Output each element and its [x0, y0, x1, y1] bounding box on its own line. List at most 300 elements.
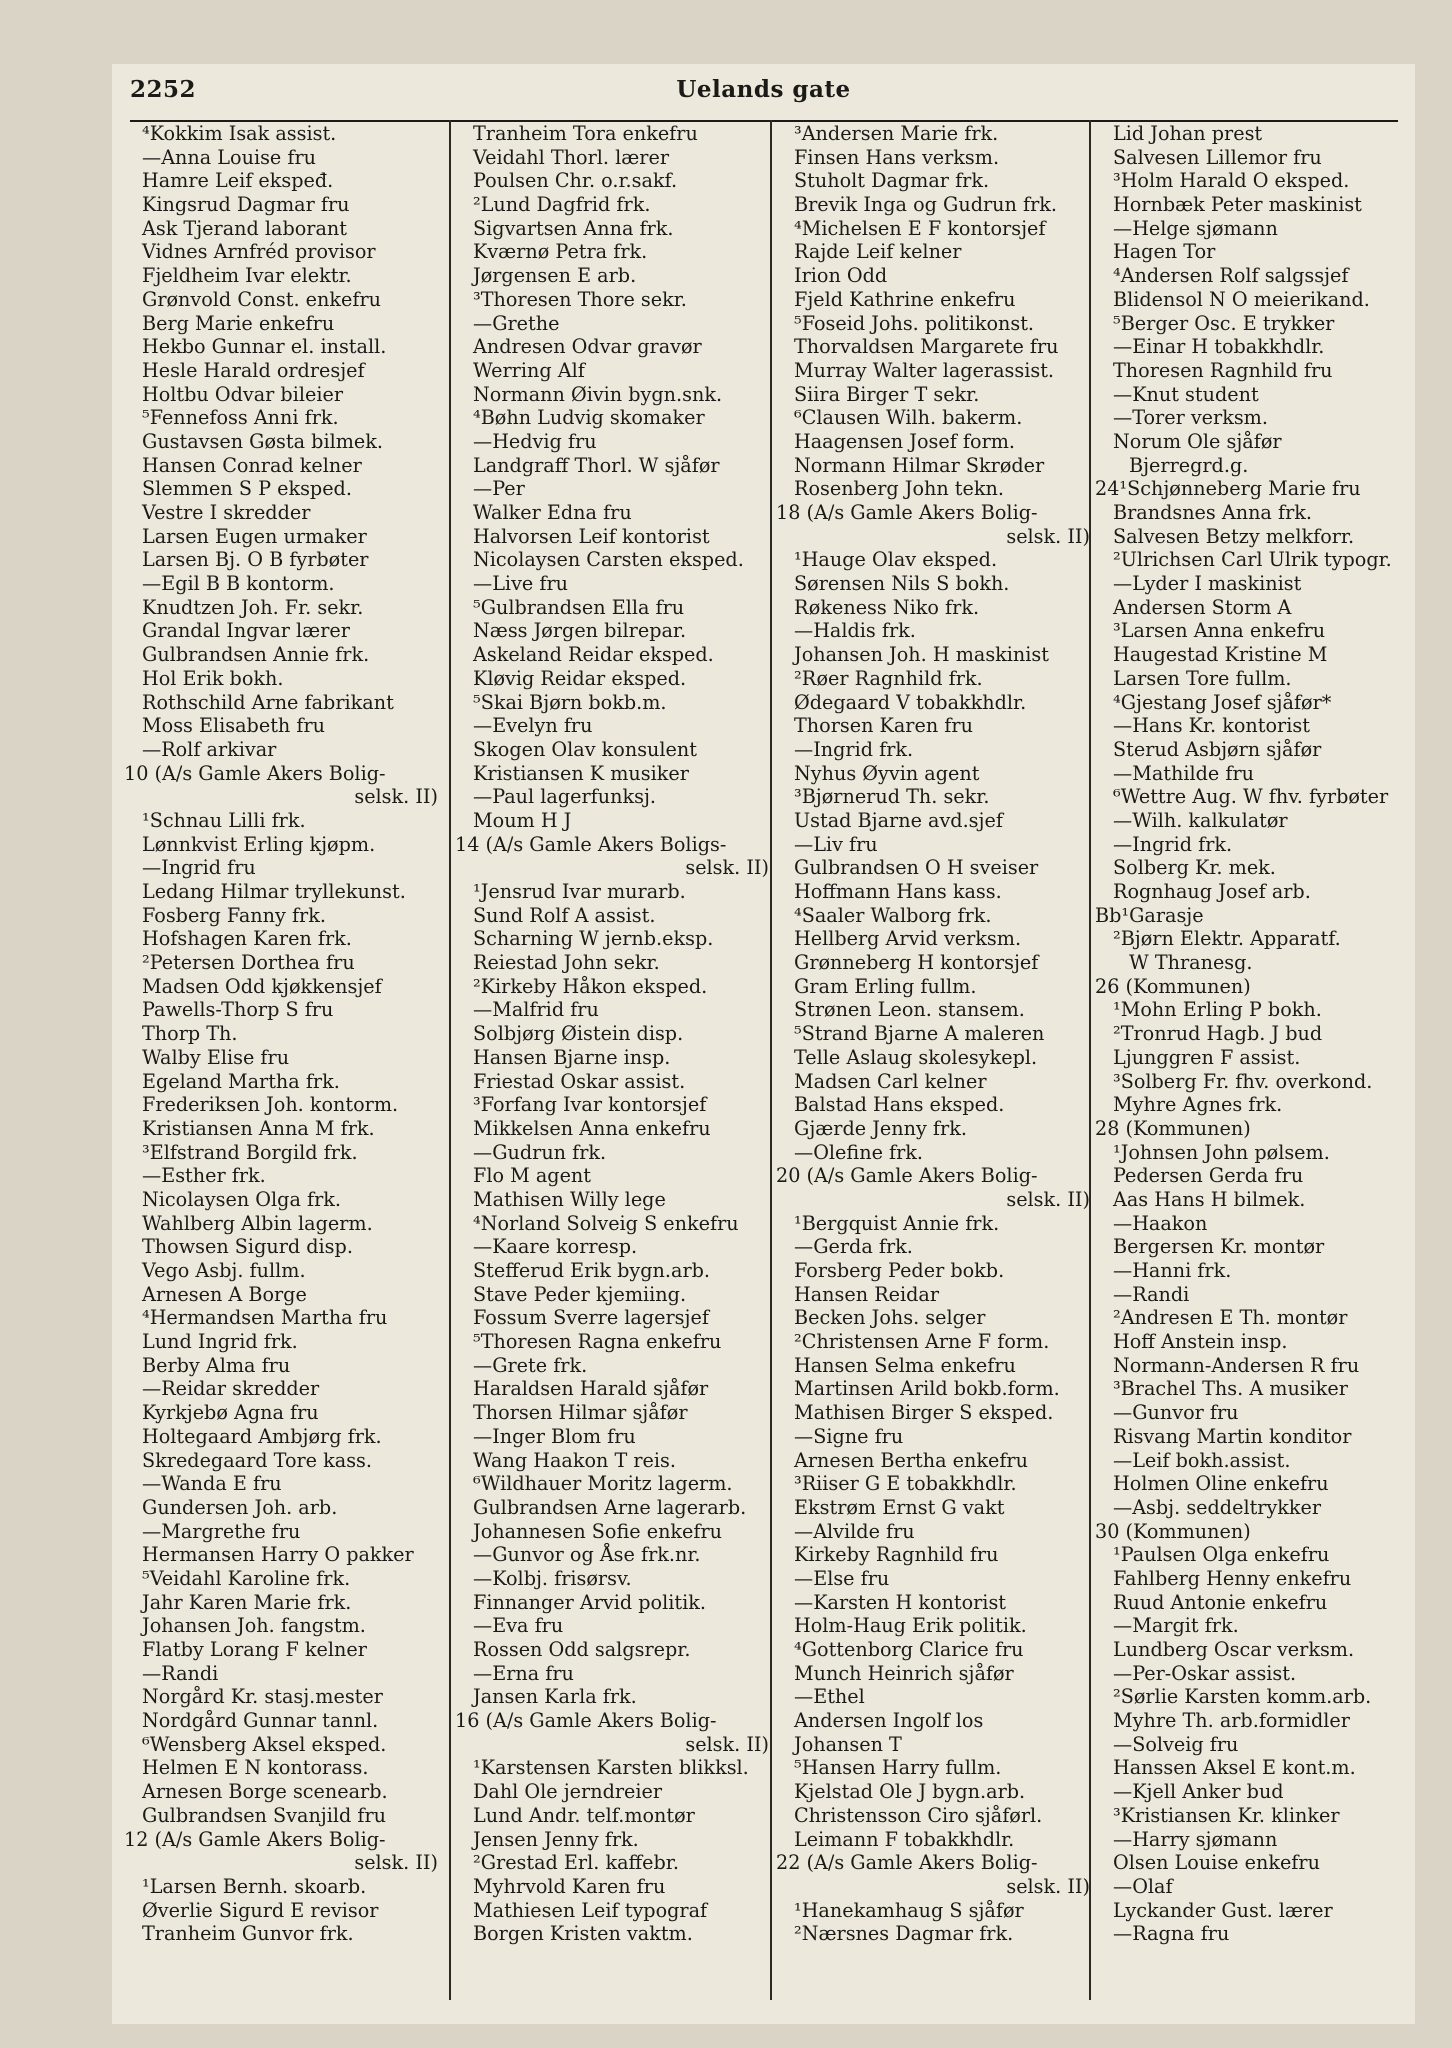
directory-entry: Holtegaard Ambjørg frk. [142, 1424, 382, 1448]
directory-entry: Landgraff Thorl. W sjåfør [473, 453, 720, 477]
directory-entry: —Ingrid frk. [1113, 832, 1233, 856]
directory-entry: Walby Elise fru [142, 1045, 290, 1069]
directory-entry: Halvorsen Leif kontorist [473, 524, 710, 548]
directory-entry: Røkeness Niko frk. [794, 595, 980, 619]
directory-entry: Rosenberg John tekn. [794, 477, 1004, 501]
directory-entry: Moum H J [473, 808, 572, 832]
directory-entry: Normann-Andersen R fru [1113, 1353, 1360, 1377]
directory-entry: W Thranesg. [1129, 951, 1253, 975]
directory-entry: Nordgård Gunnar tannl. [142, 1709, 379, 1733]
directory-entry: selsk. II) [685, 856, 769, 880]
directory-entry: ⁵Thoresen Ragna enkefru [473, 1330, 722, 1354]
directory-entry: Leimann F tobakkhdlr. [794, 1827, 1015, 1851]
directory-entry: Frederiksen Joh. kontorm. [142, 1093, 399, 1117]
directory-entry: Andresen Odvar gravør [473, 335, 702, 359]
directory-entry: —Ingrid frk. [794, 737, 914, 761]
column-2 [455, 122, 773, 1946]
directory-entry: ⁵Foseid Johs. politikonst. [794, 311, 1035, 335]
directory-entry: ⁵Strand Bjarne A maleren [794, 1022, 1045, 1046]
directory-entry: Wahlberg Albin lagerm. [142, 1211, 373, 1235]
directory-entry: Hoffmann Hans kass. [794, 880, 1002, 903]
directory-entry: Stuholt Dagmar frk. [794, 169, 990, 193]
directory-entry: Grønvold Const. enkefru [142, 287, 381, 311]
directory-entry: 22 (A/s Gamle Akers Bolig- [776, 1851, 1038, 1875]
directory-entry: Murray Walter lagerassist. [794, 358, 1055, 382]
directory-entry: —Gerda frk. [794, 1235, 913, 1259]
directory-entry: ³Forfang Ivar kontorsjef [473, 1093, 707, 1117]
directory-entry: Solberg Kr. mek. [1113, 856, 1276, 880]
directory-entry: selsk. II) [354, 785, 438, 809]
directory-entry: —Ethel [794, 1685, 865, 1709]
directory-entry: Lundberg Oscar verksm. [1113, 1638, 1355, 1661]
directory-entry: 18 (A/s Gamle Akers Bolig- [776, 501, 1038, 524]
directory-entry: —Hedvig fru [473, 429, 597, 453]
directory-entry: Werring Alf [473, 358, 585, 382]
directory-entry: ⁴Bøhn Ludvig skomaker [473, 406, 705, 430]
directory-entry: ⁵Skai Bjørn bokb.m. [473, 690, 667, 714]
directory-entry: —Signe fru [794, 1424, 904, 1448]
directory-entry: Berg Marie enkefru [142, 311, 335, 335]
directory-entry: Martinsen Arild bokb.form. [794, 1377, 1060, 1401]
directory-entry: ⁴Norland Solveig S enkefru [473, 1211, 739, 1235]
directory-entry: —Randi [1113, 1282, 1190, 1306]
directory-entry: Reiestad John sekr. [473, 951, 660, 975]
directory-entry: —Per-Oskar assist. [1113, 1661, 1297, 1685]
directory-entry: ⁶Wettre Aug. W fhv. fyrbøter [1113, 785, 1389, 809]
directory-entry: Becken Johs. selger [794, 1306, 986, 1330]
directory-entry: Kirkeby Ragnhild fru [794, 1543, 999, 1567]
directory-entry: —Anna Louise fru [142, 145, 317, 169]
directory-entry: —Rolf arkivar [142, 737, 277, 761]
directory-entry: Ekstrøm Ernst G vakt [794, 1495, 1005, 1519]
directory-entry: —Ingrid fru [142, 856, 256, 880]
directory-entry: —Hans Kr. kontorist [1113, 714, 1310, 738]
directory-entry: Hellberg Arvid verksm. [794, 927, 1022, 951]
directory-entry: —Reidar skredder [142, 1377, 320, 1401]
directory-entry: Ledang Hilmar tryllekunst. [142, 880, 406, 903]
directory-entry: Mathiesen Leif typograf [473, 1898, 708, 1922]
directory-entry: ⁵Veidahl Karoline frk. [142, 1566, 351, 1590]
directory-entry: Arnesen A Borge [142, 1282, 307, 1306]
directory-entry: —Margrethe fru [142, 1519, 301, 1543]
page-number: 2252 [130, 76, 197, 103]
directory-entry: Irion Odd [794, 264, 888, 288]
directory-entry: Rajde Leif kelner [794, 240, 962, 264]
directory-entry: Holm-Haug Erik politik. [794, 1614, 1027, 1638]
directory-entry: selsk. II) [1006, 524, 1090, 548]
directory-entry: Fossum Sverre lagersjef [473, 1306, 709, 1330]
directory-entry: ³Solberg Fr. fhv. overkond. [1113, 1069, 1373, 1093]
directory-entry: Lønnkvist Erling kjøpm. [142, 832, 376, 856]
directory-entry: ²Petersen Dorthea fru [142, 951, 355, 975]
directory-entry: Strønen Leon. stansem. [794, 998, 1025, 1022]
directory-entry: ²Andresen E Th. montør [1113, 1306, 1348, 1330]
directory-entry: Larsen Eugen urmaker [142, 524, 367, 548]
directory-entry: Blidensol N O meierikand. [1113, 287, 1370, 311]
directory-entry: Salvesen Lillemor fru [1113, 145, 1322, 169]
directory-entry: Arnesen Bertha enkefru [794, 1448, 1028, 1472]
directory-entry: ¹Hanekamhaug S sjåfør [794, 1898, 1024, 1922]
directory-entry: Askeland Reidar eksped. [473, 643, 714, 667]
directory-entry: ⁴Hermandsen Martha fru [142, 1306, 388, 1330]
directory-entry: 24¹Schjønneberg Marie fru [1095, 477, 1361, 501]
directory-entry: Poulsen Chr. o.r.sakf. [473, 169, 678, 193]
directory-entry: Haugestad Kristine M [1113, 643, 1328, 667]
directory-entry: —Haakon [1113, 1211, 1208, 1235]
directory-entry: Norum Ole sjåfør [1113, 429, 1282, 453]
directory-entry: Siira Birger T sekr. [794, 382, 980, 406]
directory-entry: Madsen Odd kjøkkensjef [142, 974, 382, 998]
directory-entry: Kristiansen K musiker [473, 761, 689, 785]
directory-entry: ⁵Fennefoss Anni frk. [142, 406, 339, 430]
directory-entry: Gulbrandsen Annie frk. [142, 643, 370, 667]
directory-entry: Egeland Martha frk. [142, 1069, 340, 1093]
directory-entry: Hamre Leif ekspeđ. [142, 169, 334, 193]
directory-entry: ⁵Berger Osc. E trykker [1113, 311, 1335, 335]
directory-entry: —Gunvor fru [1113, 1401, 1239, 1425]
directory-entry: Thowsen Sigurd disp. [142, 1235, 353, 1259]
directory-entry: ²Bjørn Elektr. Apparatf. [1113, 927, 1341, 951]
directory-entry: Salvesen Betzy melkforr. [1113, 524, 1355, 548]
directory-entry: —Liv fru [794, 832, 878, 856]
directory-entry: Gulbrandsen O H sveiser [794, 856, 1039, 880]
directory-entry: —Olaf [1113, 1874, 1173, 1898]
directory-entry: Friestad Oskar assist. [473, 1069, 686, 1093]
directory-entry: Lyckander Gust. lærer [1113, 1898, 1333, 1922]
directory-entry: —Harry sjømann [1113, 1827, 1278, 1851]
directory-entry: Christensson Ciro sjåførl. [794, 1803, 1043, 1827]
directory-entry: —Margit frk. [1113, 1614, 1239, 1638]
column-4 [1095, 122, 1413, 1946]
directory-entry: Holmen Oline enkefru [1113, 1472, 1329, 1496]
directory-entry: ²Grestad Erl. kaffebr. [473, 1851, 679, 1875]
directory-entry: Hornbæk Peter maskinist [1113, 193, 1362, 217]
directory-entry: Hansen Bjarne insp. [473, 1045, 671, 1069]
directory-entry: Hol Erik bokh. [142, 666, 284, 690]
directory-entry: Nyhus Øyvin agent [794, 761, 980, 785]
directory-entry: Norgård Kr. stasj.mester [142, 1685, 383, 1709]
directory-entry: 12 (A/s Gamle Akers Bolig- [124, 1827, 386, 1851]
directory-entry: Larsen Bj. O B fyrbøter [142, 548, 369, 572]
directory-entry: Grønneberg H kontorsjef [794, 951, 1039, 975]
directory-entry: ³Bjørnerud Th. sekr. [794, 785, 990, 809]
directory-entry: Ruud Antonie enkefru [1113, 1590, 1328, 1614]
directory-entry: ³Andersen Marie frk. [794, 122, 999, 145]
directory-entry: Lund Andr. telf.montør [473, 1803, 695, 1827]
directory-entry: —Lyder I maskinist [1113, 572, 1302, 596]
directory-entry: ⁴Andersen Rolf salgssjef [1113, 264, 1349, 288]
directory-entry: Gulbrandsen Arne lagerarb. [473, 1495, 747, 1519]
directory-entry: Holtbu Odvar bileier [142, 382, 344, 406]
directory-entry: ²Tronrud Hagb. J bud [1113, 1022, 1323, 1046]
directory-entry: Gundersen Joh. arb. [142, 1495, 338, 1519]
directory-entry: ⁶Wensberg Aksel eksped. [142, 1732, 387, 1756]
directory-entry: Fjeldheim Ivar elektr. [142, 264, 352, 288]
directory-entry: —Grethe [473, 311, 560, 335]
directory-entry: Næss Jørgen bilrepar. [473, 619, 687, 643]
directory-entry: —Per [473, 477, 525, 501]
directory-entry: —Egil B B kontorm. [142, 572, 335, 596]
directory-entry: —Helge sjømann [1113, 216, 1278, 240]
directory-entry: Skogen Olav konsulent [473, 737, 697, 761]
directory-entry: Kjelstad Ole J bygn.arb. [794, 1780, 1026, 1804]
directory-entry: —Randi [142, 1661, 219, 1685]
directory-entry: Johansen T [794, 1732, 902, 1756]
directory-entry: 14 (A/s Gamle Akers Boligs- [455, 832, 727, 856]
directory-entry: Bergersen Kr. montør [1113, 1235, 1325, 1259]
directory-entry: Wang Haakon T reis. [473, 1448, 676, 1472]
directory-entry: ⁴Gjestang Josef sjåfør* [1113, 690, 1332, 714]
directory-entry: Thorp Th. [142, 1022, 238, 1046]
directory-entry: —Hanni frk. [1113, 1259, 1232, 1282]
directory-entry: Kværnø Petra frk. [473, 240, 648, 264]
directory-entry: —Knut student [1113, 382, 1259, 406]
directory-entry: ⁴Gottenborg Clarice fru [794, 1638, 1024, 1661]
directory-entry: Hansen Reidar [794, 1282, 940, 1306]
directory-entry: Madsen Carl kelner [794, 1069, 987, 1093]
directory-entry: ¹Jensrud Ivar murarb. [473, 880, 686, 903]
directory-entry: —Karsten H kontorist [794, 1590, 1006, 1614]
directory-entry: —Eva fru [473, 1614, 564, 1638]
directory-entry: Sørensen Nils S bokh. [794, 572, 1010, 596]
directory-entry: Rothschild Arne fabrikant [142, 690, 394, 714]
directory-entry: —Grete frk. [473, 1353, 588, 1377]
directory-entry: Stave Peder kjemiing. [473, 1282, 687, 1306]
directory-entry: Kingsrud Dagmar fru [142, 193, 350, 217]
directory-entry: selsk. II) [1006, 1874, 1090, 1898]
directory-entry: ²Røer Ragnhild frk. [794, 666, 983, 690]
directory-entry: —Kolbj. frisørsv. [473, 1566, 632, 1590]
directory-entry: Haagensen Josef form. [794, 429, 1016, 453]
directory-entry: Lund Ingrid frk. [142, 1330, 298, 1354]
directory-entry: 30 (Kommunen) [1095, 1519, 1251, 1543]
directory-entry: Nicolaysen Carsten eksped. [473, 548, 744, 572]
directory-entry: ¹Johnsen John pølsem. [1113, 1140, 1330, 1164]
directory-entry: —Inger Blom fru [473, 1424, 636, 1448]
directory-entry: —Wanda E fru [142, 1472, 282, 1496]
directory-entry: —Live fru [473, 572, 568, 596]
directory-entry: —Alvilde fru [794, 1519, 915, 1543]
column-1 [124, 122, 442, 1946]
directory-entry: Balstad Hans eksped. [794, 1093, 1005, 1117]
directory-entry: Walker Edna fru [473, 501, 632, 524]
directory-entry: Myhre Agnes frk. [1113, 1093, 1283, 1117]
directory-entry: Finnanger Arvid politik. [473, 1590, 706, 1614]
directory-entry: Nicolaysen Olga frk. [142, 1187, 341, 1211]
directory-entry: —Erna fru [473, 1661, 574, 1685]
directory-entry: Gjærde Jenny frk. [794, 1116, 967, 1140]
directory-entry: Rognhaug Josef arb. [1113, 880, 1311, 903]
directory-entry: Jansen Karla frk. [473, 1685, 637, 1709]
directory-entry: Sterud Asbjørn sjåfør [1113, 737, 1322, 761]
directory-entry: ⁴Michelsen E F kontorsjef [794, 216, 1046, 240]
directory-entry: —Leif bokh.assist. [1113, 1448, 1291, 1472]
directory-entry: Mathisen Willy lege [473, 1187, 666, 1211]
directory-entry: —Kjell Anker bud [1113, 1780, 1284, 1804]
directory-entry: Thorsen Hilmar sjåfør [473, 1401, 688, 1425]
directory-entry: Risvang Martin konditor [1113, 1424, 1352, 1448]
directory-entry: Helmen E N kontorass. [142, 1756, 369, 1780]
directory-entry: —Esther frk. [142, 1164, 266, 1188]
directory-entry: Hansen Conrad kelner [142, 453, 362, 477]
directory-entry: ³Brachel Ths. A musiker [1113, 1377, 1348, 1401]
column-divider [449, 120, 451, 2000]
directory-entry: Pedersen Gerda fru [1113, 1164, 1304, 1188]
directory-entry: Vego Asbj. fullm. [142, 1259, 306, 1282]
directory-entry: Grandal Ingvar lærer [142, 619, 350, 643]
directory-entry: ¹Karstensen Karsten blikksl. [473, 1756, 749, 1780]
directory-entry: Borgen Kristen vaktm. [473, 1922, 693, 1946]
directory-entry: Forsberg Peder bokb. [794, 1259, 1005, 1282]
directory-entry: ³Elfstrand Borgild frk. [142, 1140, 358, 1164]
directory-entry: Hekbo Gunnar el. install. [142, 335, 387, 359]
directory-entry: Mikkelsen Anna enkefru [473, 1116, 711, 1140]
directory-entry: ²Lund Dagfrid frk. [473, 193, 651, 217]
directory-entry: Øverlie Sigurd E revisor [142, 1898, 379, 1922]
directory-entry: Stefferud Erik bygn.arb. [473, 1259, 711, 1282]
directory-entry: ³Larsen Anna enkefru [1113, 619, 1326, 643]
directory-entry: Normann Øivin bygn.snk. [473, 382, 723, 406]
directory-entry: Solbjørg Øistein disp. [473, 1022, 684, 1046]
directory-entry: Bjerregrd.g. [1129, 453, 1249, 477]
directory-entry: Knudtzen Joh. Fr. sekr. [142, 595, 364, 619]
directory-entry: selsk. II) [685, 1732, 769, 1756]
directory-entry: Fjeld Kathrine enkefru [794, 287, 1016, 311]
directory-entry: ³Thoresen Thore sekr. [473, 287, 687, 311]
directory-entry: —Ragna fru [1113, 1922, 1230, 1946]
directory-entry: Johannesen Sofie enkefru [473, 1519, 723, 1543]
directory-entry: Thorvaldsen Margarete fru [794, 335, 1059, 359]
directory-entry: —Torer verksm. [1113, 406, 1268, 430]
directory-entry: Hermansen Harry O pakker [142, 1543, 414, 1567]
directory-entry: Rossen Odd salgsrepr. [473, 1638, 691, 1661]
directory-entry: Andersen Storm A [1113, 595, 1292, 619]
directory-entry: Ødegaard V tobakkhdlr. [794, 690, 1027, 714]
directory-entry: Fahlberg Henny enkefru [1113, 1566, 1352, 1590]
directory-entry: ²Ulrichsen Carl Ulrik typogr. [1113, 548, 1392, 572]
directory-entry: Aas Hans H bilmek. [1113, 1187, 1306, 1211]
directory-entry: Ustad Bjarne avd.sjef [794, 808, 1003, 832]
directory-entry: ⁵Hansen Harry fullm. [794, 1756, 1002, 1780]
directory-entry: 26 (Kommunen) [1095, 974, 1251, 998]
directory-entry: —Evelyn fru [473, 714, 593, 738]
directory-entry: ³Kristiansen Kr. klinker [1113, 1803, 1340, 1827]
directory-entry: Slemmen S P eksped. [142, 477, 352, 501]
directory-entry: —Paul lagerfunksj. [473, 785, 656, 809]
directory-entry: Johansen Joh. fangstm. [142, 1614, 366, 1638]
directory-entry: Johansen Joh. H maskinist [794, 643, 1049, 667]
directory-entry: Flo M agent [473, 1164, 591, 1188]
directory-entry: Vestre I skredder [142, 501, 311, 524]
directory-entry: Hoff Anstein insp. [1113, 1330, 1288, 1354]
directory-entry: Hofshagen Karen frk. [142, 927, 352, 951]
directory-entry: Finsen Hans verksm. [794, 145, 1000, 169]
directory-entry: Normann Hilmar Skrøder [794, 453, 1045, 477]
directory-entry: 16 (A/s Gamle Akers Bolig- [455, 1709, 717, 1733]
directory-entry: Jahr Karen Marie frk. [142, 1590, 352, 1614]
directory-entry: —Solveig fru [1113, 1732, 1239, 1756]
directory-entry: Thoresen Ragnhild fru [1113, 358, 1333, 382]
directory-entry: ¹Hauge Olav eksped. [794, 548, 998, 572]
directory-entry: Pawells-Thorp S fru [142, 998, 334, 1022]
directory-entry: Fosberg Fanny frk. [142, 903, 326, 927]
directory-entry: ¹Schnau Lilli frk. [142, 808, 306, 832]
directory-entry: Ljunggren F assist. [1113, 1045, 1301, 1069]
directory-entry: Scharning W jernb.eksp. [473, 927, 714, 951]
directory-entry: Sigvartsen Anna frk. [473, 216, 674, 240]
directory-page [112, 64, 1415, 2024]
directory-entry: ⁴Saaler Walborg frk. [794, 903, 992, 927]
directory-entry: Olsen Louise enkefru [1113, 1851, 1320, 1875]
directory-entry: —Gudrun frk. [473, 1140, 607, 1164]
directory-entry: ⁶Clausen Wilh. bakerm. [794, 406, 1023, 430]
directory-entry: Tranheim Gunvor frk. [142, 1922, 354, 1946]
directory-entry: Tranheim Tora enkefru [473, 122, 698, 145]
directory-entry: Sund Rolf A assist. [473, 903, 656, 927]
directory-entry: 28 (Kommunen) [1095, 1116, 1251, 1140]
directory-entry: —Olefine frk. [794, 1140, 924, 1164]
directory-entry: ¹Paulsen Olga enkefru [1113, 1543, 1330, 1567]
directory-entry: Flatby Lorang F kelner [142, 1638, 367, 1661]
directory-entry: —Asbj. seddeltrykker [1113, 1495, 1322, 1519]
directory-entry: Myhrvold Karen fru [473, 1874, 666, 1898]
directory-entry: Lid Johan prest [1113, 122, 1263, 145]
directory-entry: Moss Elisabeth fru [142, 714, 325, 738]
directory-entry: ⁶Wildhauer Moritz lagerm. [473, 1472, 733, 1496]
directory-entry: —Mathilde fru [1113, 761, 1254, 785]
directory-entry: Kløvig Reidar eksped. [473, 666, 687, 690]
directory-entry: Vidnes Arnfréd provisor [142, 240, 376, 264]
directory-entry: selsk. II) [1006, 1187, 1090, 1211]
directory-entry: —Einar H tobakkhdlr. [1113, 335, 1325, 359]
directory-entry: Munch Heinrich sjåfør [794, 1661, 1014, 1685]
directory-entry: Kyrkjebø Agna fru [142, 1401, 319, 1425]
directory-entry: —Haldis frk. [794, 619, 916, 643]
directory-entry: —Malfrid fru [473, 998, 599, 1022]
directory-entry: Berby Alma fru [142, 1353, 291, 1377]
directory-entry: 20 (A/s Gamle Akers Bolig- [776, 1164, 1038, 1188]
directory-entry: Mathisen Birger S eksped. [794, 1401, 1054, 1425]
directory-entry: Skredegaard Tore kass. [142, 1448, 372, 1472]
directory-entry: Haraldsen Harald sjåfør [473, 1377, 709, 1401]
directory-entry: Veidahl Thorl. lærer [473, 145, 669, 169]
directory-entry: Larsen Tore fullm. [1113, 666, 1292, 690]
directory-entry: Hagen Tor [1113, 240, 1216, 264]
directory-entry: Hesle Harald ordresjef [142, 358, 365, 382]
directory-entry: —Wilh. kalkulatør [1113, 808, 1288, 832]
directory-entry: Andersen Ingolf los [794, 1709, 984, 1733]
directory-entry: Myhre Th. arb.formidler [1113, 1709, 1350, 1733]
directory-entry: ⁵Gulbrandsen Ella fru [473, 595, 685, 619]
street-heading: Uelands gate [676, 76, 851, 103]
directory-entry: Brevik Inga og Gudrun frk. [794, 193, 1057, 217]
directory-entry: ²Kirkeby Håkon eksped. [473, 974, 708, 998]
directory-entry: Gram Erling fullm. [794, 974, 977, 998]
directory-entry: Kristiansen Anna M frk. [142, 1116, 375, 1140]
directory-entry: ¹Larsen Bernh. skoarb. [142, 1874, 367, 1898]
directory-entry: 10 (A/s Gamle Akers Bolig- [124, 761, 386, 785]
directory-entry: —Else fru [794, 1566, 890, 1590]
directory-entry: Ask Tjerand laborant [142, 216, 347, 240]
directory-entry: Hansen Selma enkefru [794, 1353, 1016, 1377]
directory-entry: ³Holm Harald O eksped. [1113, 169, 1350, 193]
directory-entry: ²Nærsnes Dagmar frk. [794, 1922, 1014, 1946]
directory-entry: Gulbrandsen Svanjild fru [142, 1803, 387, 1827]
directory-entry: Jørgensen E arb. [473, 264, 637, 288]
directory-entry: —Gunvor og Åse frk.nr. [473, 1543, 701, 1567]
directory-entry: selsk. II) [354, 1851, 438, 1875]
directory-entry: ²Sørlie Karsten komm.arb. [1113, 1685, 1372, 1709]
